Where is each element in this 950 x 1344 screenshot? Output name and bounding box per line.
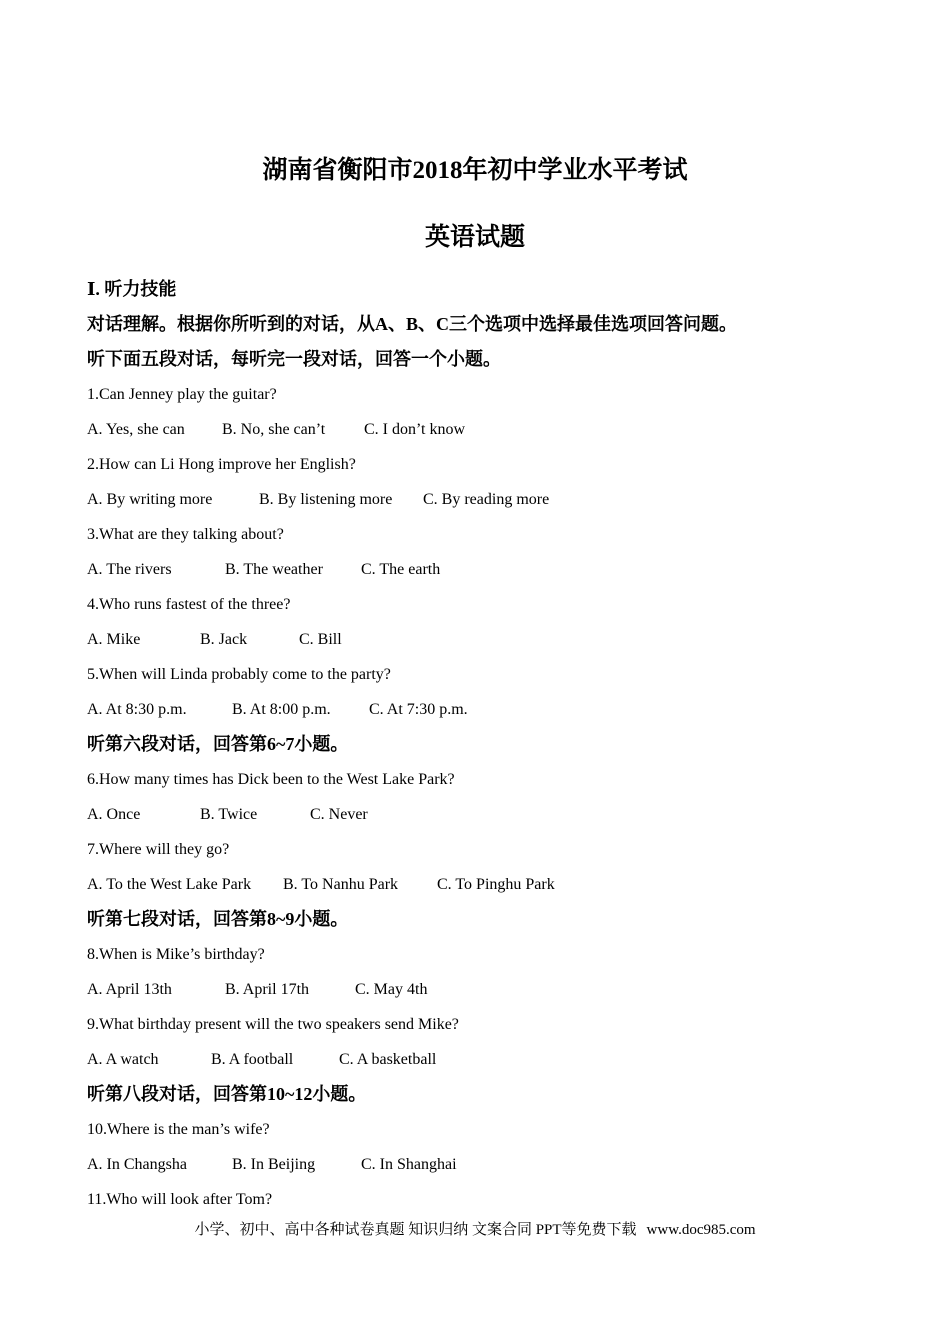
- question-text: 4.Who runs fastest of the three?: [87, 596, 291, 613]
- option-a: A. In Changsha: [87, 1156, 187, 1173]
- options-row: [87, 797, 887, 832]
- option-a: A. April 13th: [87, 981, 172, 998]
- option-a: A. To the West Lake Park: [87, 876, 252, 893]
- option-c: C. Bill: [299, 631, 342, 648]
- document-title: 湖南省衡阳市2018年初中学业水平考试: [262, 157, 688, 184]
- option-b: B. No, she can’t: [222, 421, 326, 438]
- question-text: 10.Where is the man’s wife?: [87, 1121, 270, 1138]
- question-text: 8.When is Mike’s birthday?: [87, 946, 265, 963]
- option-c: C. At 7:30 p.m.: [369, 701, 468, 718]
- option-c: C. By reading more: [423, 491, 550, 508]
- options-row: [87, 552, 887, 587]
- option-b: B. At 8:00 p.m.: [232, 701, 331, 718]
- part1-heading: 听下面五段对话，每听完一段对话，回答一个小题。: [87, 349, 501, 369]
- question-text: 1.Can Jenney play the guitar?: [87, 386, 277, 403]
- options-row: [87, 972, 887, 1007]
- option-b: B. Twice: [200, 806, 258, 823]
- question-text: 5.When will Linda probably come to the party?: [87, 666, 391, 683]
- option-b: B. April 17th: [225, 981, 310, 998]
- option-a: A. At 8:30 p.m.: [87, 701, 187, 718]
- question-text: 7.Where will they go?: [87, 841, 230, 858]
- options-row: [87, 482, 887, 517]
- instruction: 对话理解。根据你所听到的对话，从A、B、C三个选项中选择最佳选项回答问题。: [87, 314, 738, 334]
- question-text: 9.What birthday present will the two speakers send Mike?: [87, 1016, 459, 1033]
- options-row: [87, 867, 887, 902]
- options-row: [87, 622, 887, 657]
- option-b: B. To Nanhu Park: [283, 876, 399, 893]
- option-c: C. In Shanghai: [361, 1156, 457, 1173]
- part3-heading: 听第七段对话，回答第8~9小题。: [87, 909, 349, 929]
- question-text: 3.What are they talking about?: [87, 526, 284, 543]
- options-row: [87, 412, 887, 447]
- option-c: C. I don’t know: [364, 421, 466, 438]
- option-c: C. To Pinghu Park: [437, 876, 555, 893]
- document-subtitle: 英语试题: [424, 224, 525, 251]
- option-b: B. A football: [211, 1051, 294, 1068]
- option-c: C. May 4th: [355, 981, 428, 998]
- part4-heading: 听第八段对话，回答第10~12小题。: [87, 1084, 367, 1104]
- option-c: C. Never: [310, 806, 368, 823]
- footer-url[interactable]: www.doc985.com: [646, 1222, 756, 1238]
- option-a: A. Once: [87, 806, 141, 823]
- options-row: [87, 1147, 887, 1182]
- question-text: 6.How many times has Dick been to the West Lake Park?: [87, 771, 455, 788]
- option-b: B. The weather: [225, 561, 323, 578]
- option-a: A. By writing more: [87, 491, 213, 508]
- section-heading: Ⅰ. 听力技能: [87, 279, 177, 299]
- page-footer: [0, 1218, 950, 1242]
- option-a: A. A watch: [87, 1051, 159, 1068]
- option-b: B. By listening more: [259, 491, 393, 508]
- option-c: C. The earth: [361, 561, 441, 578]
- options-row: [87, 692, 887, 727]
- footer-text: 小学、初中、高中各种试卷真题 知识归纳 文案合同 PPT等免费下载: [194, 1222, 637, 1238]
- question-text: 11.Who will look after Tom?: [87, 1191, 273, 1208]
- option-a: A. Yes, she can: [87, 421, 185, 438]
- part2-heading: 听第六段对话，回答第6~7小题。: [87, 734, 349, 754]
- option-a: A. The rivers: [87, 561, 172, 578]
- question-text: 2.How can Li Hong improve her English?: [87, 456, 356, 473]
- option-c: C. A basketball: [339, 1051, 437, 1068]
- option-b: B. In Beijing: [232, 1156, 316, 1173]
- option-b: B. Jack: [200, 631, 248, 648]
- options-row: [87, 1042, 887, 1077]
- option-a: A. Mike: [87, 631, 141, 648]
- exam-content: [87, 271, 887, 1217]
